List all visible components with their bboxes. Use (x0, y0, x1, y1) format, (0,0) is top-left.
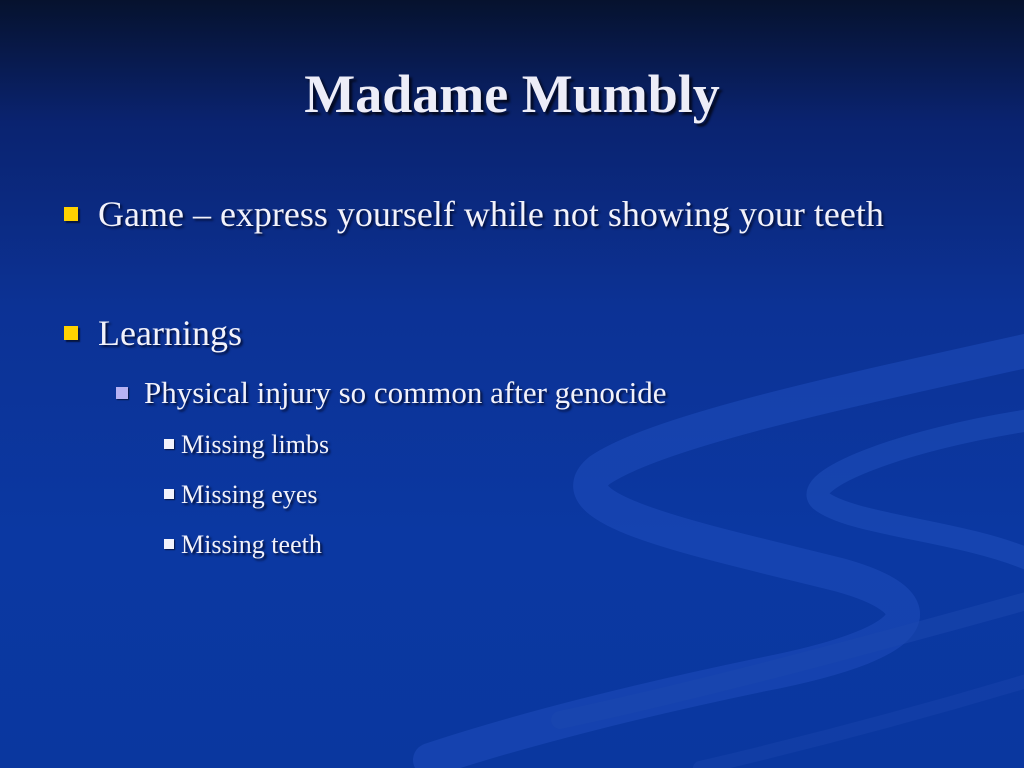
square-bullet-icon (164, 489, 174, 499)
square-bullet-icon (64, 326, 78, 340)
square-bullet-icon (164, 439, 174, 449)
square-bullet-icon (116, 387, 128, 399)
sub-sub-bullet-missing-limbs (164, 428, 764, 462)
bullet-learnings (64, 306, 894, 360)
square-bullet-icon (164, 539, 174, 549)
bullet-text: Game – express yourself while not showing your teeth (98, 194, 884, 234)
slide-title: Madame Mumbly (304, 64, 720, 124)
bullet-text: Missing teeth (181, 530, 322, 559)
bullet-text: Missing eyes (181, 480, 318, 509)
sub-sub-bullet-missing-teeth (164, 528, 764, 562)
bullet-text: Physical injury so common after genocide (144, 375, 667, 410)
sub-sub-bullet-missing-eyes (164, 478, 764, 512)
bullet-text: Missing limbs (181, 430, 330, 459)
bullet-game (64, 187, 894, 241)
square-bullet-icon (64, 207, 78, 221)
bullet-text: Learnings (98, 313, 242, 353)
sub-bullet-physical-injury (116, 372, 916, 414)
